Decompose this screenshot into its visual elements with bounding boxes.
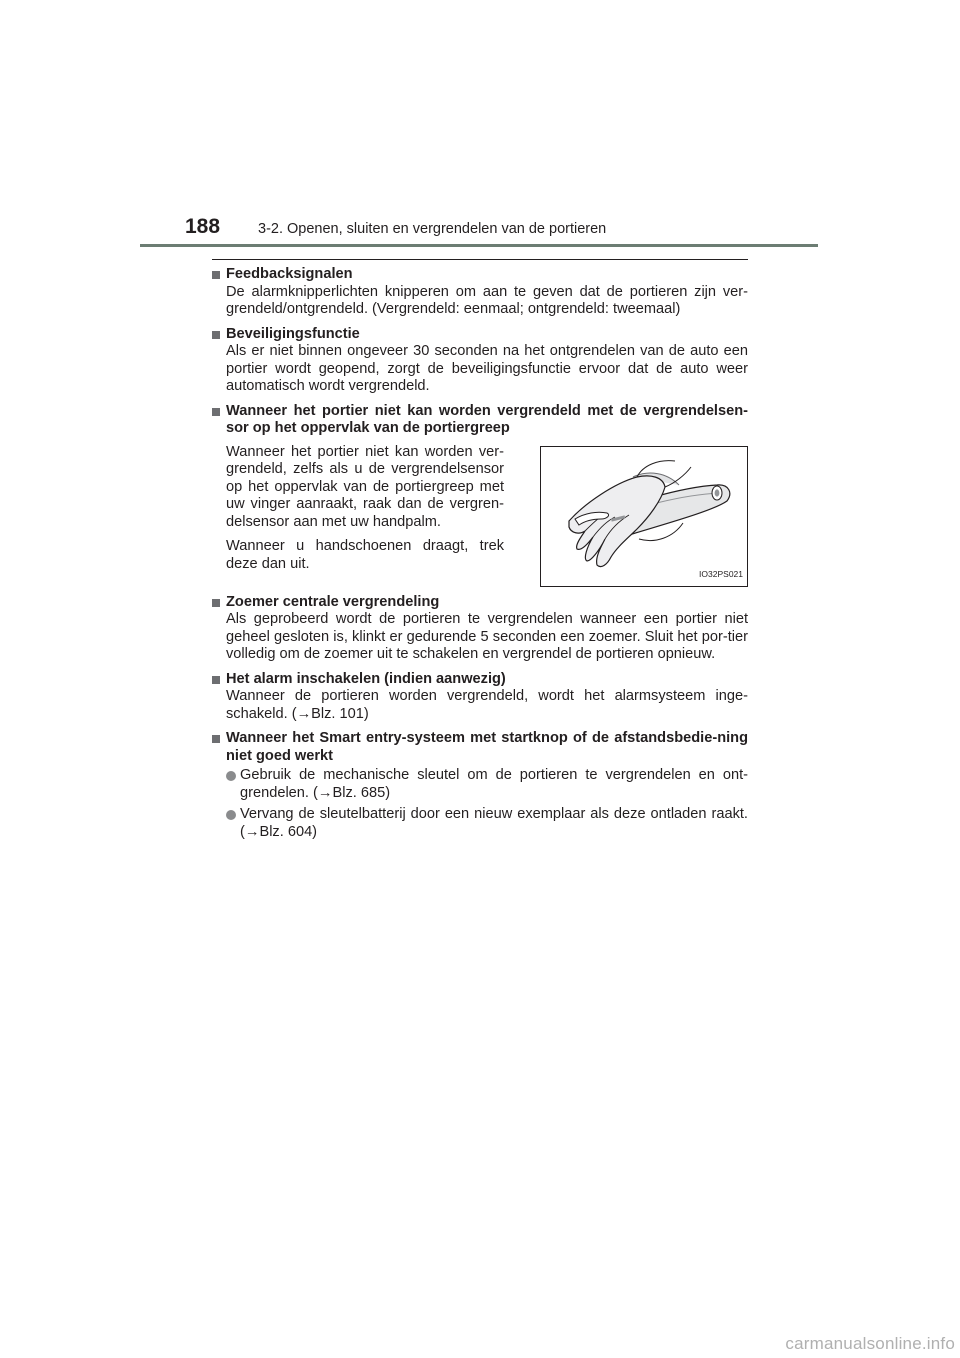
- square-bullet-icon: [212, 271, 220, 279]
- page-content: [212, 266, 748, 848]
- entry-heading: Wanneer het portier niet kan worden vergrendeld met de vergrendelsen-sor op het oppervlak van de portiergreep: [212, 403, 748, 438]
- list-item: Vervang de sleutelbatterij door een nieuw exemplaar als deze ontladen raakt. (→Blz. 604): [226, 806, 748, 841]
- page-header: [0, 0, 960, 250]
- square-bullet-icon: [212, 735, 220, 743]
- entry-body: De alarmknipperlichten knipperen om aan te geven dat de portieren zijn ver-grendeld/ontgrendeld. (Vergrendeld: eenmaal; ontgrendeld: tweemaal): [226, 283, 748, 317]
- entry-feedback-signals: [212, 266, 748, 319]
- square-bullet-icon: [212, 331, 220, 339]
- figure-text: [226, 444, 504, 587]
- square-bullet-icon: [212, 408, 220, 416]
- paragraph: Wanneer het portier niet kan worden ver-grendeld, zelfs als u de vergrendelsensor op het oppervlak van de portiergreep met uw vinger aanraakt, raak dan de vergren-delsensor aan met uw handpalm.: [226, 443, 504, 530]
- hand-on-door-handle-figure: [540, 446, 748, 587]
- list-item: Gebruik de mechanische sleutel om de portieren te vergrendelen en ont-grendelen. (→Blz. 685): [226, 767, 748, 802]
- entry-heading: Het alarm inschakelen (indien aanwezig): [212, 671, 748, 689]
- content-rule: [212, 259, 748, 260]
- entry-heading: Beveiligingsfunctie: [212, 326, 748, 344]
- entry-smart-entry: [212, 730, 748, 841]
- square-bullet-icon: [212, 599, 220, 607]
- header-rule: [140, 244, 818, 247]
- entry-heading: Feedbacksignalen: [212, 266, 748, 284]
- page-number: 188: [185, 215, 221, 238]
- entry-body: Als er niet binnen ongeveer 30 seconden na het ontgrendelen van de auto een portier wordt geopend, zorgt de beveiligingsfunctie ervoor dat de auto weer automatisch wordt vergrendeld.: [226, 343, 748, 394]
- entry-body: Als geprobeerd wordt de portieren te vergrendelen wanneer een portier niet geheel gesloten is, klinkt er gedurende 5 seconden een zoemer. Sluit het por-tier volledig om de zoemer uit te schakelen en vergrendel de portieren opnieuw.: [226, 611, 748, 662]
- entry-lock-sensor: [212, 403, 748, 587]
- text-with-figure: [226, 444, 748, 587]
- paragraph: Wanneer u handschoenen draagt, trek deze dan uit.: [226, 538, 504, 572]
- round-bullet-icon: [226, 810, 236, 820]
- entry-heading: Wanneer het Smart entry-systeem met startknop of de afstandsbedie-ning niet goed werkt: [212, 730, 748, 765]
- entry-body: Wanneer de portieren worden vergrendeld, wordt het alarmsysteem inge-schakeld. (→Blz. 101): [226, 688, 748, 722]
- entry-alarm: [212, 671, 748, 724]
- watermark[interactable]: carmanualsonline.info: [785, 1334, 955, 1353]
- round-bullet-icon: [226, 771, 236, 781]
- figure-id: IO32PS021: [699, 569, 743, 579]
- hand-on-door-handle-icon: [541, 447, 747, 586]
- entry-buzzer: [212, 594, 748, 664]
- section-title: 3-2. Openen, sluiten en vergrendelen van de portieren: [258, 221, 607, 237]
- square-bullet-icon: [212, 676, 220, 684]
- entry-security-function: [212, 326, 748, 396]
- entry-heading: Zoemer centrale vergrendeling: [212, 594, 748, 612]
